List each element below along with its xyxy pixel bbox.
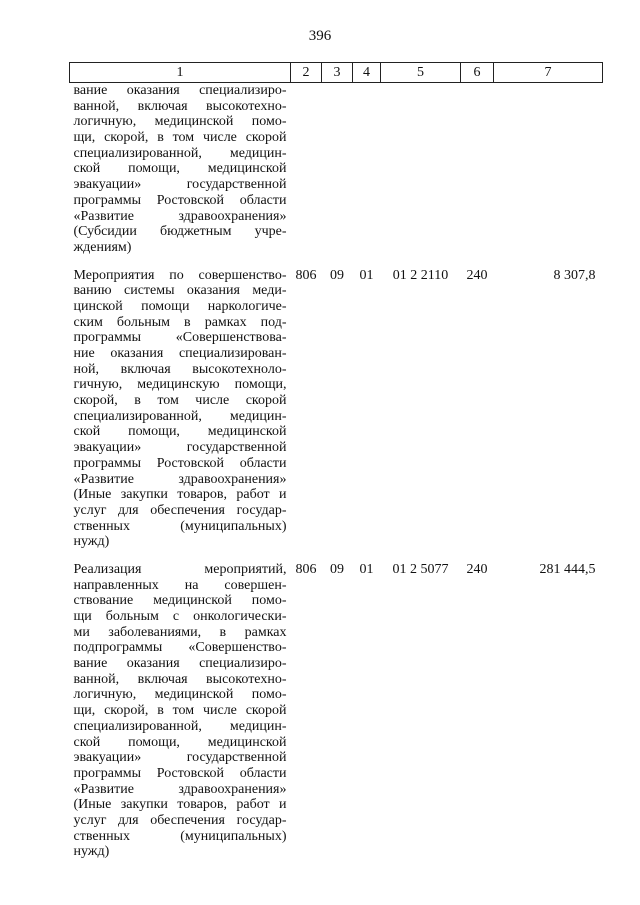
header-cell: 4 [353, 63, 381, 83]
description-line: Мероприятия по совершенство- [73, 267, 287, 283]
budget-table [69, 62, 603, 860]
expense-type-cell [461, 83, 494, 256]
table-row [70, 562, 603, 860]
target-article-cell [381, 83, 461, 256]
description-line: «Развитие здравоохранения» [73, 208, 287, 224]
amount-cell [494, 83, 603, 256]
description-line: логичную, медицинской помо- [73, 687, 287, 703]
description-line: ским больным в рамках под- [73, 314, 287, 330]
header-cell: 7 [494, 63, 603, 83]
section-code-cell: 09 [330, 561, 344, 577]
description-line: (Субсидии бюджетным учре- [73, 224, 287, 240]
description-line: эвакуации» государственной [73, 750, 287, 766]
description-line: эвакуации» государственной [73, 440, 287, 456]
description-line: (Иные закупки товаров, работ и [73, 797, 287, 813]
description-line: эвакуации» государственной [73, 177, 287, 193]
description-line: ской помощи, медицинской [73, 161, 287, 177]
header-cell: 6 [461, 63, 494, 83]
description-line: ственных (муниципальных) [73, 828, 287, 844]
description-line: ванной, включая высокотехно- [73, 671, 287, 687]
subsection-code-cell [353, 83, 381, 256]
description-line: специализированной, медицин- [73, 718, 287, 734]
description-line: программы Ростовской области [73, 192, 287, 208]
expense-type-cell: 240 [466, 561, 488, 577]
section-code-cell: 09 [330, 267, 344, 283]
description-line: вание оказания специализиро- [73, 656, 287, 672]
row-spacer [70, 256, 603, 268]
description-cell [70, 268, 291, 550]
row-spacer [70, 550, 603, 562]
description-line: щи, скорой, в том числе скорой [73, 130, 287, 146]
page-number: 396 [308, 28, 332, 44]
description-line: ванной, включая высокотехно- [73, 98, 287, 114]
description-line: ние оказания специализирован- [73, 346, 287, 361]
description-line: ской помощи, медицинской [73, 734, 287, 750]
header-cell: 2 [291, 63, 322, 83]
description-line: «Развитие здравоохранения» [73, 471, 287, 487]
description-line: гичную, медицинскую помощи, [73, 377, 287, 393]
description-line: цинской помощи наркологиче- [73, 298, 287, 314]
description-line: ской помощи, медицинской [73, 424, 287, 440]
expense-type-cell: 240 [466, 267, 488, 283]
description-line: ми заболеваниями, в рамках [73, 624, 287, 640]
description-line: Реализация мероприятий, [73, 561, 287, 577]
description-line: логичную, медицинской помо- [73, 114, 287, 130]
description-line: (Иные закупки товаров, работ и [73, 487, 287, 503]
target-article-cell: 01 2 2110 [392, 267, 449, 283]
header-row [70, 63, 603, 83]
header-cell: 1 [70, 63, 291, 83]
description-line: программы «Совершенствова- [73, 330, 287, 346]
section-code-cell [322, 83, 353, 256]
description-cell [70, 562, 291, 860]
ministry-code-cell [291, 83, 322, 256]
header-cell: 5 [381, 63, 461, 83]
description-line: направленных на совершен- [73, 577, 287, 593]
description-line: ждениям) [73, 239, 132, 255]
description-line: нужд) [73, 534, 110, 550]
description-line: ванию системы оказания меди- [73, 283, 287, 299]
ministry-code-cell: 806 [295, 267, 317, 283]
ministry-code-cell: 806 [295, 561, 317, 577]
description-line: вание оказания специализиро- [73, 83, 287, 98]
description-line: нужд) [73, 844, 110, 860]
description-line: ственных (муниципальных) [73, 518, 287, 534]
description-line: ной, включая высокотехноло- [73, 361, 287, 377]
target-article-cell: 01 2 5077 [392, 561, 449, 577]
description-line: ствование медицинской помо- [73, 593, 287, 609]
amount-cell: 281 444,5 [539, 561, 596, 577]
description-line: программы Ростовской области [73, 455, 287, 471]
description-line: специализированной, медицин- [73, 408, 287, 424]
header-cell: 3 [322, 63, 353, 83]
subsection-code-cell: 01 [359, 267, 374, 283]
description-line: щи больным с онкологически- [73, 609, 287, 624]
description-line: скорой, в том числе скорой [73, 393, 287, 409]
description-line: специализированной, медицин- [73, 145, 287, 161]
description-line: «Развитие здравоохранения» [73, 781, 287, 797]
description-cell [70, 83, 291, 256]
table-row [70, 83, 603, 256]
description-line: щи, скорой, в том числе скорой [73, 703, 287, 719]
description-line: услуг для обеспечения государ- [73, 812, 287, 828]
amount-cell: 8 307,8 [553, 267, 596, 283]
description-line: подпрограммы «Совершенство- [73, 640, 287, 656]
table-row [70, 268, 603, 550]
description-line: услуг для обеспечения государ- [73, 502, 287, 518]
description-line: программы Ростовской области [73, 765, 287, 781]
subsection-code-cell: 01 [359, 561, 374, 577]
